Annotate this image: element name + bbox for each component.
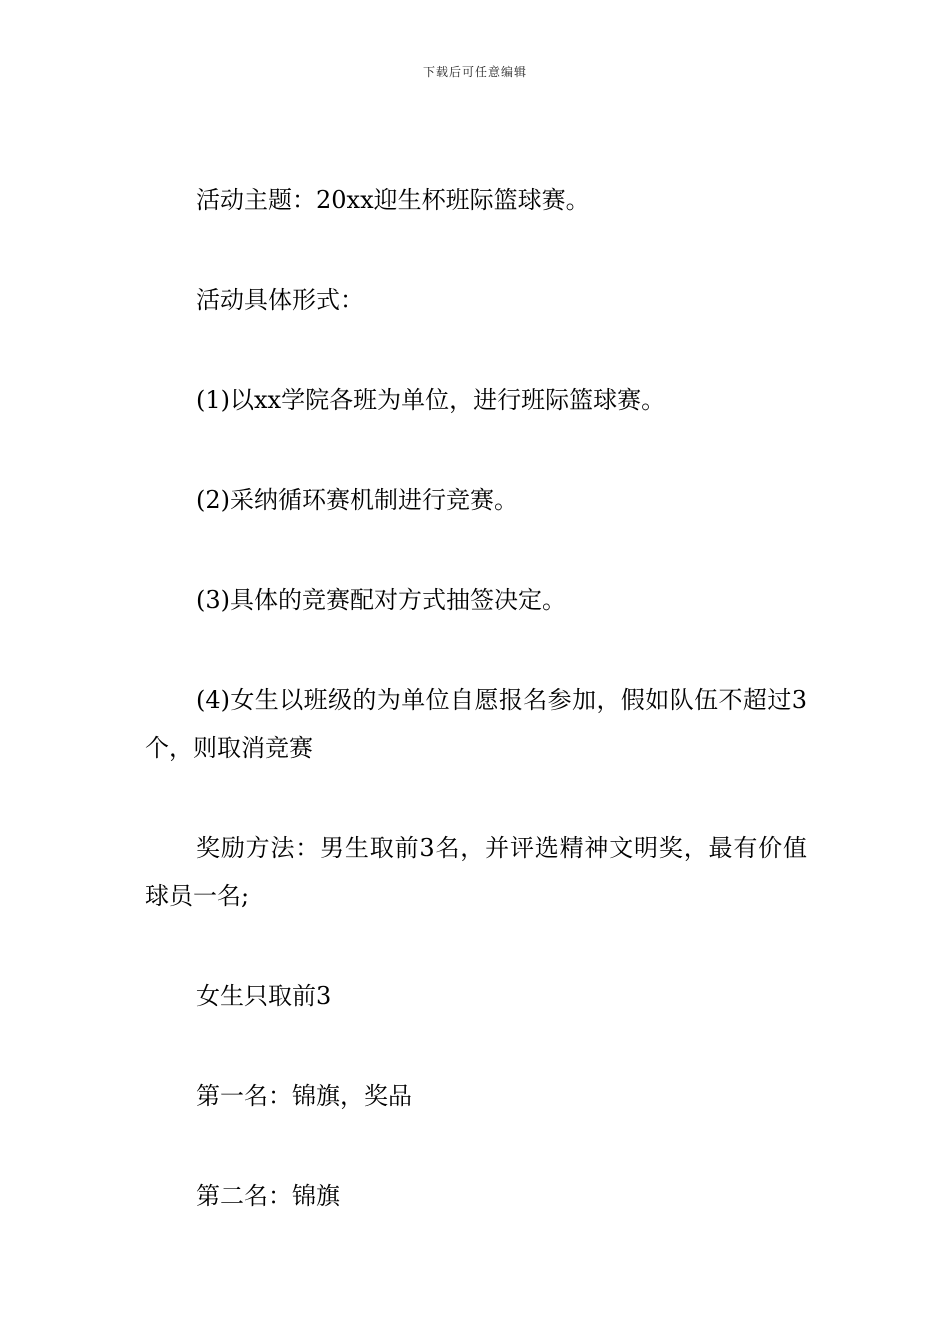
reward-method-paragraph: 奖励方法：男生取前3名，并评选精神文明奖，最有价值球员一名;	[145, 834, 807, 910]
format-item-4: (4)女生以班级的为单位自愿报名参加，假如队伍不超过3个，则取消竞赛	[145, 686, 807, 762]
format-item-3: (3)具体的竞赛配对方式抽签决定。	[196, 586, 566, 614]
document-body	[145, 176, 807, 1272]
female-reward-paragraph: 女生只取前3	[196, 982, 332, 1010]
activity-format-heading: 活动具体形式：	[196, 286, 364, 314]
activity-theme-paragraph: 活动主题：20xx迎生杯班际篮球赛。	[196, 186, 590, 214]
page-header-note: 下载后可任意编辑	[422, 65, 527, 79]
second-place-paragraph: 第二名：锦旗	[196, 1182, 340, 1210]
format-item-2: (2)采纳循环赛机制进行竞赛。	[196, 486, 518, 514]
format-item-1: (1)以xx学院各班为单位，进行班际篮球赛。	[196, 386, 666, 414]
first-place-paragraph: 第一名：锦旗，奖品	[196, 1082, 412, 1110]
